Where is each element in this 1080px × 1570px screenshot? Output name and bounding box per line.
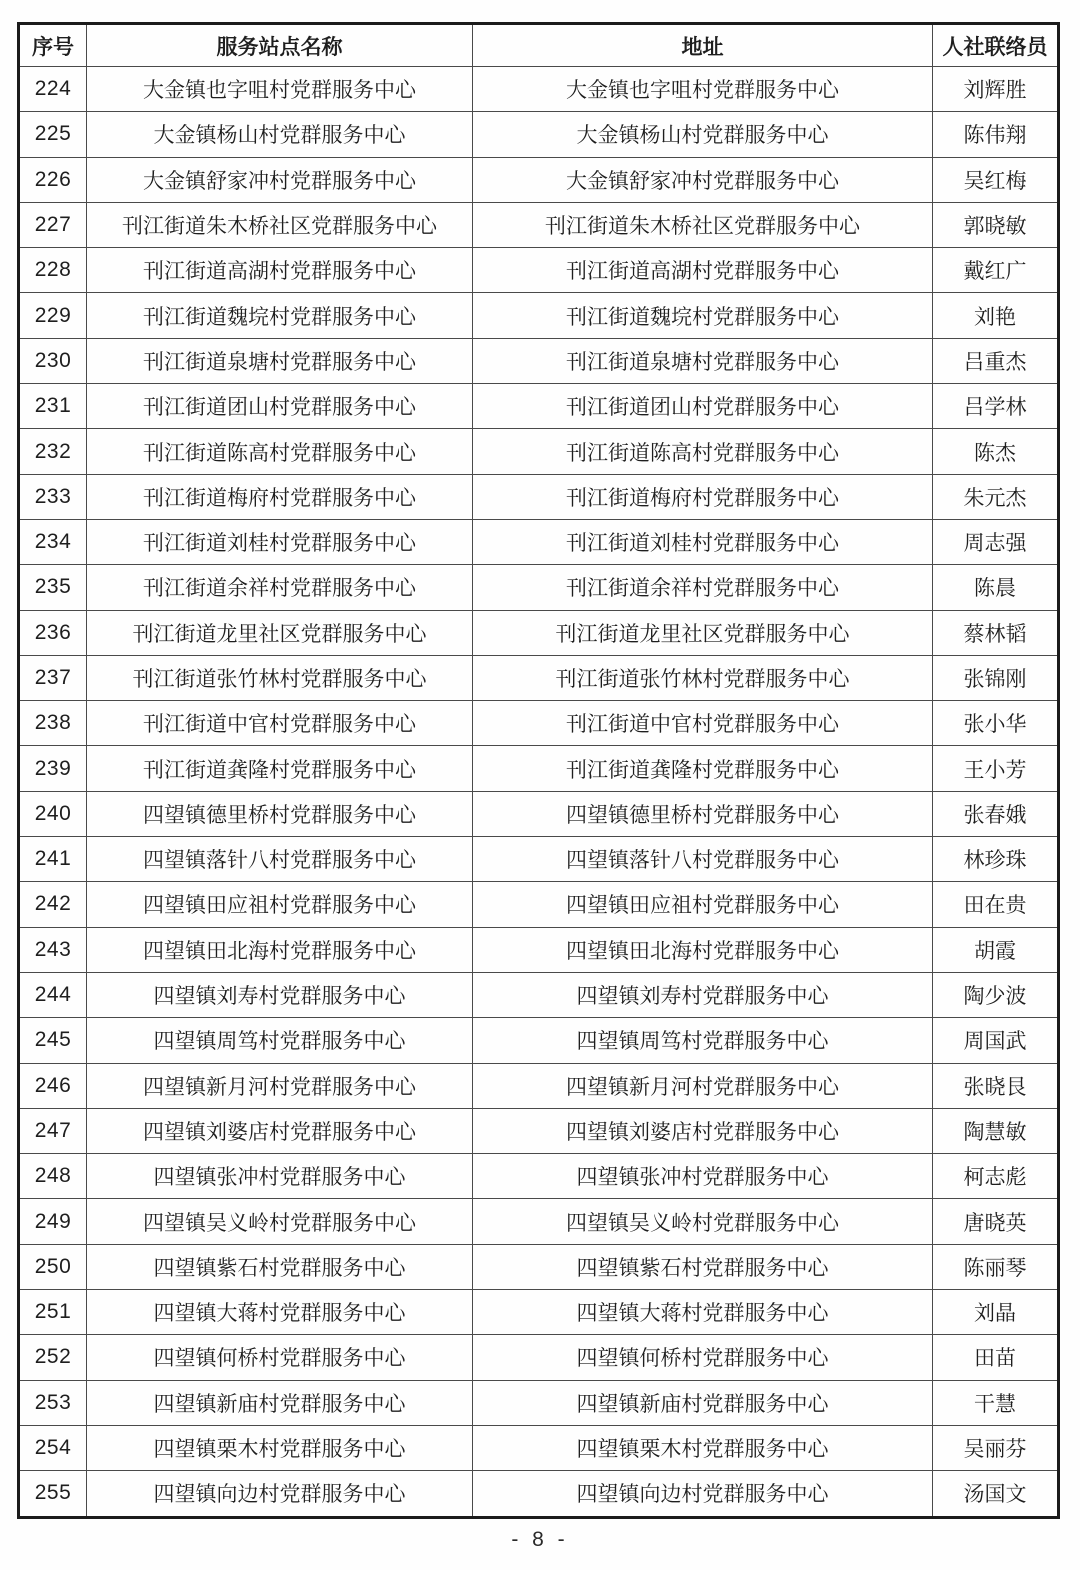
- cell-serial-number: 231: [19, 384, 87, 429]
- cell-serial-number: 232: [19, 429, 87, 474]
- cell-liaison: 张锦刚: [933, 655, 1059, 700]
- cell-liaison: 朱元杰: [933, 474, 1059, 519]
- table-row: [19, 1018, 1059, 1063]
- cell-station-name: 大金镇舒家冲村党群服务中心: [87, 157, 473, 202]
- cell-serial-number: 243: [19, 927, 87, 972]
- cell-serial-number: 245: [19, 1018, 87, 1063]
- header-address: 地址: [473, 24, 933, 67]
- cell-serial-number: 247: [19, 1108, 87, 1153]
- cell-address: 四望镇刘寿村党群服务中心: [473, 972, 933, 1017]
- cell-serial-number: 244: [19, 972, 87, 1017]
- cell-serial-number: 227: [19, 202, 87, 247]
- cell-address: 大金镇舒家冲村党群服务中心: [473, 157, 933, 202]
- table-row: [19, 384, 1059, 429]
- cell-station-name: 四望镇大蒋村党群服务中心: [87, 1290, 473, 1335]
- table-row: [19, 565, 1059, 610]
- cell-liaison: 陶少波: [933, 972, 1059, 1017]
- cell-station-name: 四望镇吴义岭村党群服务中心: [87, 1199, 473, 1244]
- cell-liaison: 唐晓英: [933, 1199, 1059, 1244]
- table-row: [19, 248, 1059, 293]
- cell-serial-number: 233: [19, 474, 87, 519]
- cell-liaison: 吕重杰: [933, 338, 1059, 383]
- table-row: [19, 746, 1059, 791]
- cell-address: 四望镇栗木村党群服务中心: [473, 1425, 933, 1470]
- cell-serial-number: 230: [19, 338, 87, 383]
- cell-address: 四望镇田北海村党群服务中心: [473, 927, 933, 972]
- cell-station-name: 四望镇刘寿村党群服务中心: [87, 972, 473, 1017]
- cell-address: 刊江街道中官村党群服务中心: [473, 701, 933, 746]
- cell-liaison: 张春娥: [933, 791, 1059, 836]
- cell-address: 四望镇张冲村党群服务中心: [473, 1154, 933, 1199]
- table-row: [19, 1108, 1059, 1153]
- table-row: [19, 1199, 1059, 1244]
- cell-station-name: 四望镇周笃村党群服务中心: [87, 1018, 473, 1063]
- cell-address: 四望镇紫石村党群服务中心: [473, 1244, 933, 1289]
- cell-serial-number: 225: [19, 112, 87, 157]
- table-row: [19, 338, 1059, 383]
- cell-liaison: 陈杰: [933, 429, 1059, 474]
- cell-station-name: 刊江街道中官村党群服务中心: [87, 701, 473, 746]
- cell-address: 四望镇新庙村党群服务中心: [473, 1380, 933, 1425]
- cell-serial-number: 226: [19, 157, 87, 202]
- cell-station-name: 刊江街道梅府村党群服务中心: [87, 474, 473, 519]
- table-row: [19, 882, 1059, 927]
- cell-station-name: 刊江街道张竹林村党群服务中心: [87, 655, 473, 700]
- cell-station-name: 刊江街道团山村党群服务中心: [87, 384, 473, 429]
- cell-liaison: 郭晓敏: [933, 202, 1059, 247]
- cell-station-name: 四望镇落针八村党群服务中心: [87, 837, 473, 882]
- cell-address: 刊江街道余祥村党群服务中心: [473, 565, 933, 610]
- cell-station-name: 四望镇紫石村党群服务中心: [87, 1244, 473, 1289]
- header-row: [19, 24, 1059, 67]
- table-row: [19, 1335, 1059, 1380]
- cell-station-name: 刊江街道余祥村党群服务中心: [87, 565, 473, 610]
- service-station-table: [17, 22, 1060, 1519]
- cell-station-name: 四望镇田应祖村党群服务中心: [87, 882, 473, 927]
- table-row: [19, 293, 1059, 338]
- cell-liaison: 周国武: [933, 1018, 1059, 1063]
- cell-serial-number: 252: [19, 1335, 87, 1380]
- cell-liaison: 胡霞: [933, 927, 1059, 972]
- cell-liaison: 汤国文: [933, 1471, 1059, 1517]
- table-row: [19, 202, 1059, 247]
- cell-liaison: 蔡林韬: [933, 610, 1059, 655]
- cell-address: 四望镇何桥村党群服务中心: [473, 1335, 933, 1380]
- header-station-name: 服务站点名称: [87, 24, 473, 67]
- table-row: [19, 1380, 1059, 1425]
- table-row: [19, 519, 1059, 564]
- cell-address: 四望镇周笃村党群服务中心: [473, 1018, 933, 1063]
- cell-liaison: 林珍珠: [933, 837, 1059, 882]
- cell-serial-number: 246: [19, 1063, 87, 1108]
- table-row: [19, 67, 1059, 112]
- cell-liaison: 田在贵: [933, 882, 1059, 927]
- cell-liaison: 陈丽琴: [933, 1244, 1059, 1289]
- cell-serial-number: 235: [19, 565, 87, 610]
- cell-serial-number: 238: [19, 701, 87, 746]
- cell-station-name: 刊江街道高湖村党群服务中心: [87, 248, 473, 293]
- cell-address: 刊江街道陈高村党群服务中心: [473, 429, 933, 474]
- table-row: [19, 701, 1059, 746]
- cell-address: 刊江街道团山村党群服务中心: [473, 384, 933, 429]
- table-row: [19, 1290, 1059, 1335]
- cell-serial-number: 234: [19, 519, 87, 564]
- cell-address: 刊江街道张竹林村党群服务中心: [473, 655, 933, 700]
- cell-address: 四望镇吴义岭村党群服务中心: [473, 1199, 933, 1244]
- cell-station-name: 刊江街道朱木桥社区党群服务中心: [87, 202, 473, 247]
- cell-address: 四望镇大蒋村党群服务中心: [473, 1290, 933, 1335]
- cell-liaison: 张晓艮: [933, 1063, 1059, 1108]
- cell-liaison: 陈伟翔: [933, 112, 1059, 157]
- cell-address: 四望镇德里桥村党群服务中心: [473, 791, 933, 836]
- cell-liaison: 王小芳: [933, 746, 1059, 791]
- cell-station-name: 大金镇杨山村党群服务中心: [87, 112, 473, 157]
- cell-serial-number: 241: [19, 837, 87, 882]
- cell-liaison: 刘晶: [933, 1290, 1059, 1335]
- cell-station-name: 四望镇新庙村党群服务中心: [87, 1380, 473, 1425]
- cell-serial-number: 249: [19, 1199, 87, 1244]
- table-header: [19, 24, 1059, 67]
- cell-liaison: 陈晨: [933, 565, 1059, 610]
- header-liaison: 人社联络员: [933, 24, 1059, 67]
- cell-address: 四望镇落针八村党群服务中心: [473, 837, 933, 882]
- cell-serial-number: 228: [19, 248, 87, 293]
- cell-serial-number: 240: [19, 791, 87, 836]
- cell-station-name: 四望镇刘婆店村党群服务中心: [87, 1108, 473, 1153]
- cell-serial-number: 229: [19, 293, 87, 338]
- cell-liaison: 周志强: [933, 519, 1059, 564]
- cell-station-name: 四望镇张冲村党群服务中心: [87, 1154, 473, 1199]
- table-row: [19, 1063, 1059, 1108]
- table-row: [19, 927, 1059, 972]
- table-row: [19, 610, 1059, 655]
- cell-address: 刊江街道梅府村党群服务中心: [473, 474, 933, 519]
- cell-station-name: 四望镇新月河村党群服务中心: [87, 1063, 473, 1108]
- cell-liaison: 张小华: [933, 701, 1059, 746]
- cell-serial-number: 251: [19, 1290, 87, 1335]
- cell-station-name: 刊江街道刘桂村党群服务中心: [87, 519, 473, 564]
- cell-serial-number: 253: [19, 1380, 87, 1425]
- cell-address: 四望镇向边村党群服务中心: [473, 1471, 933, 1517]
- cell-serial-number: 237: [19, 655, 87, 700]
- cell-address: 四望镇新月河村党群服务中心: [473, 1063, 933, 1108]
- table-row: [19, 791, 1059, 836]
- cell-address: 刊江街道泉塘村党群服务中心: [473, 338, 933, 383]
- cell-station-name: 四望镇田北海村党群服务中心: [87, 927, 473, 972]
- header-serial-number: 序号: [19, 24, 87, 67]
- cell-liaison: 陶慧敏: [933, 1108, 1059, 1153]
- cell-liaison: 吕学林: [933, 384, 1059, 429]
- table-row: [19, 1471, 1059, 1517]
- cell-address: 大金镇也字咀村党群服务中心: [473, 67, 933, 112]
- cell-liaison: 吴丽芬: [933, 1425, 1059, 1470]
- cell-station-name: 四望镇栗木村党群服务中心: [87, 1425, 473, 1470]
- cell-liaison: 戴红广: [933, 248, 1059, 293]
- cell-serial-number: 250: [19, 1244, 87, 1289]
- cell-station-name: 刊江街道龚隆村党群服务中心: [87, 746, 473, 791]
- cell-address: 刊江街道刘桂村党群服务中心: [473, 519, 933, 564]
- table-row: [19, 429, 1059, 474]
- cell-address: 刊江街道魏垸村党群服务中心: [473, 293, 933, 338]
- table-row: [19, 474, 1059, 519]
- cell-serial-number: 236: [19, 610, 87, 655]
- cell-station-name: 大金镇也字咀村党群服务中心: [87, 67, 473, 112]
- cell-liaison: 柯志彪: [933, 1154, 1059, 1199]
- cell-serial-number: 239: [19, 746, 87, 791]
- cell-station-name: 刊江街道魏垸村党群服务中心: [87, 293, 473, 338]
- cell-address: 刊江街道朱木桥社区党群服务中心: [473, 202, 933, 247]
- cell-liaison: 刘艳: [933, 293, 1059, 338]
- cell-serial-number: 255: [19, 1471, 87, 1517]
- cell-address: 四望镇田应祖村党群服务中心: [473, 882, 933, 927]
- cell-serial-number: 242: [19, 882, 87, 927]
- table-row: [19, 1425, 1059, 1470]
- cell-address: 四望镇刘婆店村党群服务中心: [473, 1108, 933, 1153]
- table-row: [19, 655, 1059, 700]
- cell-liaison: 刘辉胜: [933, 67, 1059, 112]
- table-row: [19, 837, 1059, 882]
- cell-serial-number: 224: [19, 67, 87, 112]
- cell-liaison: 田苗: [933, 1335, 1059, 1380]
- table-body: [19, 67, 1059, 1518]
- cell-serial-number: 248: [19, 1154, 87, 1199]
- cell-address: 刊江街道高湖村党群服务中心: [473, 248, 933, 293]
- cell-address: 刊江街道龚隆村党群服务中心: [473, 746, 933, 791]
- cell-station-name: 刊江街道龙里社区党群服务中心: [87, 610, 473, 655]
- cell-serial-number: 254: [19, 1425, 87, 1470]
- cell-liaison: 吴红梅: [933, 157, 1059, 202]
- table-row: [19, 972, 1059, 1017]
- table-row: [19, 112, 1059, 157]
- table-row: [19, 1244, 1059, 1289]
- cell-station-name: 刊江街道陈高村党群服务中心: [87, 429, 473, 474]
- table-row: [19, 1154, 1059, 1199]
- cell-address: 大金镇杨山村党群服务中心: [473, 112, 933, 157]
- table-row: [19, 157, 1059, 202]
- page-number: - 8 -: [511, 1528, 569, 1551]
- cell-liaison: 干慧: [933, 1380, 1059, 1425]
- cell-station-name: 刊江街道泉塘村党群服务中心: [87, 338, 473, 383]
- cell-address: 刊江街道龙里社区党群服务中心: [473, 610, 933, 655]
- cell-station-name: 四望镇何桥村党群服务中心: [87, 1335, 473, 1380]
- cell-station-name: 四望镇向边村党群服务中心: [87, 1471, 473, 1517]
- cell-station-name: 四望镇德里桥村党群服务中心: [87, 791, 473, 836]
